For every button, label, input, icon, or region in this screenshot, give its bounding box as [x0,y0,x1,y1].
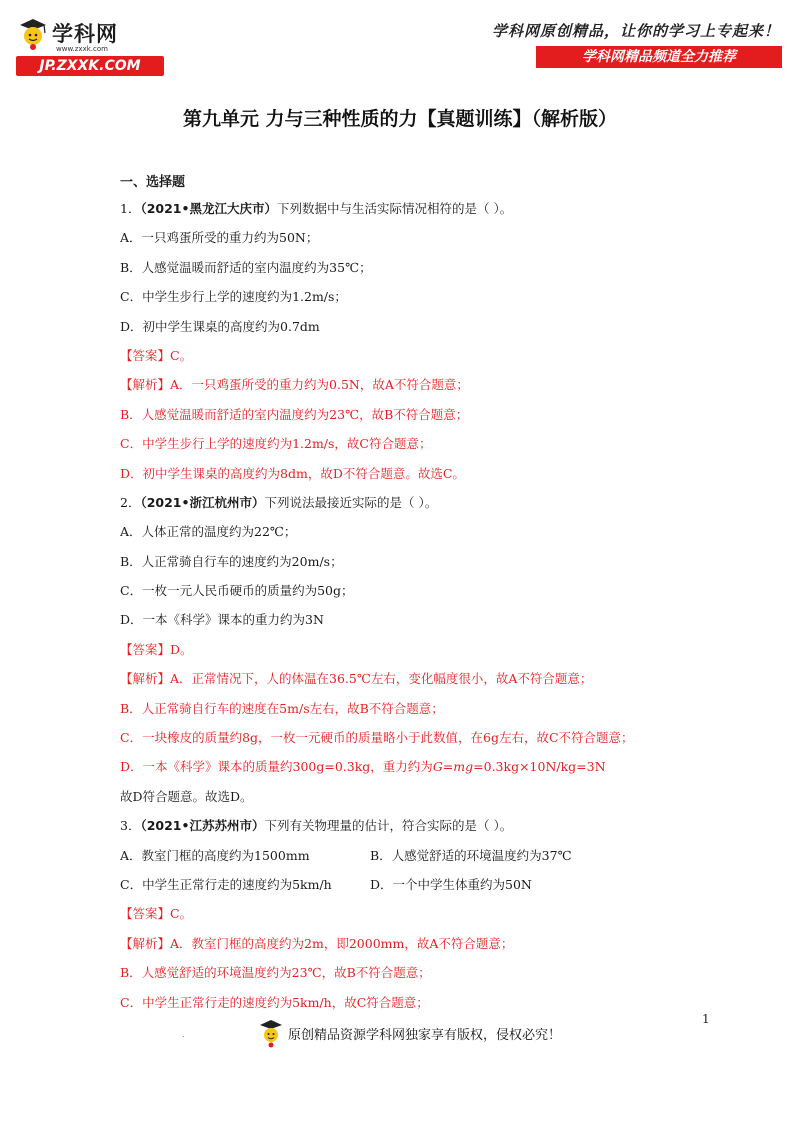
question-3-option-b: B．人感觉舒适的环境温度约为37℃ [370,847,572,863]
question-2-answer: 【答案】D。 [120,641,193,657]
question-1-analysis-line: B．人感觉温暖而舒适的室内温度约为23℃，故B不符合题意； [120,406,469,422]
question-3-options-row [120,870,720,899]
question-1-option-a: A．一只鸡蛋所受的重力约为50N； [120,230,319,246]
copyright-text: 原创精品资源学科网独家享有版权，侵权必究！ [288,1027,562,1043]
header-slogan: 学科网原创精品，让你的学习上专起来！ [491,22,780,40]
question-2-stem [120,488,720,517]
logo-subtitle: www.zxxk.com [56,45,108,53]
zxxk-logo[interactable] [16,16,166,78]
question-number: 3． [120,818,141,834]
question-1-stem [120,194,720,223]
mascot-icon [16,16,50,50]
logo-url[interactable]: JP.ZXXK.COM [16,56,164,76]
logo-name: 学科网 [52,22,118,46]
question-3-option-d: D．一个中学生体重约为50N [370,876,532,892]
question-3-options-row [120,841,720,870]
question-source: （2021•江苏苏州市） [140,818,265,834]
question-2-option-c: C．一枚一元人民币硬币的质量约为50g； [120,583,354,599]
question-2-analysis-line: C．一块橡皮的质量约8g，一枚一元硬币的质量略小于此数值，在6g左右，故C不符合题意； [120,730,634,746]
footer-dot: . [182,1030,185,1039]
question-2-analysis-line [120,752,720,781]
page-number: 1 [702,1012,710,1026]
question-source: （2021•浙江杭州市） [140,494,265,510]
question-1-option-b: B．人感觉温暖而舒适的室内温度约为35℃； [120,259,372,275]
analysis-text: D．一本《科学》课本的质量约300g=0.3kg，重力约为 [120,759,433,775]
page-title: 第九单元 力与三种性质的力【真题训练】（解析版） [182,108,618,130]
question-text: 下列数据中与生活实际情况相符的是（ ）。 [276,201,513,216]
question-3-analysis-line: C．中学生正常行走的速度约为5km/h，故C符合题意； [120,994,429,1010]
question-1-analysis-line: D．初中学生课桌的高度约为8dm，故D不符合题意。故选C。 [120,465,465,481]
analysis-text: =0.3kg×10N/kg=3N [473,759,606,775]
question-1-option-d: D．初中学生课桌的高度约为0.7dm [120,318,320,334]
question-2-option-d: D．一本《科学》课本的重力约为3N [120,612,324,628]
mascot-icon [258,1018,284,1048]
footer-copyright [258,1016,561,1050]
question-2-option-b: B．人正常骑自行车的速度约为20m/s； [120,553,343,569]
question-1-option-c: C．中学生步行上学的速度约为1.2m/s； [120,289,347,305]
question-text: 下列说法最接近实际的是（ ）。 [264,494,438,510]
header-banner: 学科网精品频道全力推荐 [536,46,782,68]
question-3-stem [120,811,720,840]
question-3-option-c: C．中学生正常行走的速度约为5km/h [120,876,332,892]
question-2-analysis-line: 【解析】A．正常情况下，人的体温在36.5℃左右，变化幅度很小，故A不符合题意； [120,671,593,687]
question-1-analysis-line: 【解析】A．一只鸡蛋所受的重力约为0.5N，故A不符合题意； [120,377,469,393]
question-2-option-a: A．人体正常的温度约为22℃； [120,524,297,540]
formula: G=mg [432,759,474,775]
question-1-analysis-line: C．中学生步行上学的速度约为1.2m/s，故C符合题意； [120,436,432,452]
question-source: （2021•黑龙江大庆市） [140,201,277,216]
question-3-analysis-line: 【解析】A．教室门框的高度约为2m，即2000mm，故A不符合题意； [120,935,514,951]
question-number: 2． [120,494,141,510]
section-heading: 一、选择题 [120,175,186,190]
question-3-answer: 【答案】C。 [120,906,193,922]
question-2-analysis-line: B．人正常骑自行车的速度在5m/s左右，故B不符合题意； [120,700,444,716]
question-3-option-a: A．教室门框的高度约为1500mm [120,847,310,863]
question-1-answer: 【答案】C。 [120,347,193,363]
question-text: 下列有关物理量的估计，符合实际的是（ ）。 [264,818,513,834]
question-3-analysis-line: B．人感觉舒适的环境温度约为23℃，故B不符合题意； [120,965,431,981]
question-2-analysis-continuation: 故D符合题意。故选D。 [120,788,253,804]
question-number: 1． [120,201,141,216]
document-body [120,172,720,1017]
